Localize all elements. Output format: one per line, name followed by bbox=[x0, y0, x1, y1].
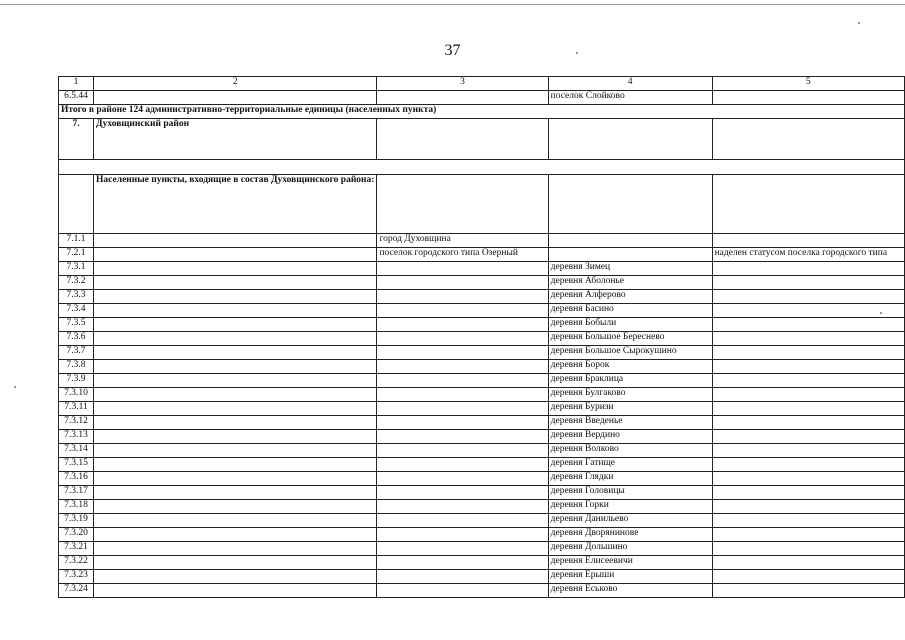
settlement-type-name bbox=[377, 388, 548, 402]
row-number: 6.5.44 bbox=[59, 91, 94, 105]
section-heading: Населенные пункты, входящие в состав Духовщинского района: bbox=[94, 175, 377, 234]
note-cell bbox=[712, 332, 904, 346]
note-cell bbox=[712, 542, 904, 556]
table-row bbox=[59, 360, 905, 374]
row-number: 7.3.5 bbox=[59, 318, 94, 332]
settlement-type-name bbox=[377, 360, 548, 374]
table-row bbox=[59, 262, 905, 276]
settlement-type-name bbox=[377, 402, 548, 416]
district-row bbox=[59, 119, 905, 160]
settlement-name: деревня Басино bbox=[548, 304, 712, 318]
cell bbox=[548, 119, 712, 160]
page-number: 37 bbox=[444, 42, 461, 59]
note-cell: наделен статусом поселка городского типа bbox=[712, 248, 904, 262]
cell bbox=[94, 430, 377, 444]
settlement-name: поселок Слойково bbox=[548, 91, 712, 105]
row-number: 7.3.1 bbox=[59, 262, 94, 276]
note-cell bbox=[712, 262, 904, 276]
cell bbox=[94, 276, 377, 290]
settlement-type-name bbox=[377, 542, 548, 556]
col-header-5: 5 bbox=[712, 77, 904, 91]
table-row bbox=[59, 402, 905, 416]
row-number: 7.2.1 bbox=[59, 248, 94, 262]
settlement-name: деревня Дольшино bbox=[548, 542, 712, 556]
note-cell bbox=[712, 276, 904, 290]
total-text: Итого в районе 124 административно-территориальные единицы (населенных пункта) bbox=[59, 105, 905, 119]
cell bbox=[94, 360, 377, 374]
district-number: 7. bbox=[59, 119, 94, 160]
cell bbox=[94, 416, 377, 430]
settlement-type-name bbox=[377, 304, 548, 318]
table-row bbox=[59, 458, 905, 472]
row-number: 7.3.2 bbox=[59, 276, 94, 290]
note-cell bbox=[712, 430, 904, 444]
note-cell bbox=[712, 500, 904, 514]
note-cell bbox=[712, 570, 904, 584]
note-cell bbox=[712, 416, 904, 430]
cell bbox=[94, 528, 377, 542]
cell bbox=[94, 388, 377, 402]
table-row bbox=[59, 430, 905, 444]
cell bbox=[94, 570, 377, 584]
settlement-type-name bbox=[377, 332, 548, 346]
settlement-name: деревня Глядки bbox=[548, 472, 712, 486]
settlement-type-name bbox=[377, 276, 548, 290]
table-row bbox=[59, 570, 905, 584]
note-cell bbox=[712, 472, 904, 486]
settlement-name: деревня Большое Сырокушино bbox=[548, 346, 712, 360]
scan-speck bbox=[14, 386, 16, 388]
row-number: 7.3.16 bbox=[59, 472, 94, 486]
settlement-type-name bbox=[377, 346, 548, 360]
settlement-name bbox=[548, 248, 712, 262]
cell bbox=[94, 332, 377, 346]
settlement-type-name bbox=[377, 486, 548, 500]
cell bbox=[94, 500, 377, 514]
settlement-type-name: поселок городского типа Озерный bbox=[377, 248, 548, 262]
cell bbox=[377, 175, 548, 234]
cell bbox=[94, 444, 377, 458]
settlement-type-name bbox=[377, 584, 548, 598]
cell bbox=[377, 119, 548, 160]
cell bbox=[712, 175, 904, 234]
table-row bbox=[59, 290, 905, 304]
settlement-name: деревня Аболонье bbox=[548, 276, 712, 290]
settlement-name: деревня Буризи bbox=[548, 402, 712, 416]
settlement-type-name bbox=[377, 500, 548, 514]
table-row bbox=[59, 318, 905, 332]
cell bbox=[94, 262, 377, 276]
row-number: 7.3.14 bbox=[59, 444, 94, 458]
cell bbox=[94, 234, 377, 248]
settlement-type-name: город Духовщина bbox=[377, 234, 548, 248]
note-cell bbox=[712, 234, 904, 248]
col-header-3: 3 bbox=[377, 77, 548, 91]
note-cell bbox=[712, 402, 904, 416]
table-row bbox=[59, 444, 905, 458]
note-cell bbox=[712, 556, 904, 570]
settlement-name: деревня Алферово bbox=[548, 290, 712, 304]
settlement-name: деревня Гатище bbox=[548, 458, 712, 472]
settlement-type-name bbox=[377, 472, 548, 486]
note-cell bbox=[712, 374, 904, 388]
table-row bbox=[59, 332, 905, 346]
total-row bbox=[59, 105, 905, 119]
table-row bbox=[59, 346, 905, 360]
cell bbox=[712, 119, 904, 160]
settlements-table bbox=[58, 76, 905, 598]
cell bbox=[94, 486, 377, 500]
settlement-name: деревня Данильево bbox=[548, 514, 712, 528]
row-number: 7.3.15 bbox=[59, 458, 94, 472]
table-row bbox=[59, 584, 905, 598]
cell bbox=[548, 175, 712, 234]
cell bbox=[94, 374, 377, 388]
settlement-name: деревня Горки bbox=[548, 500, 712, 514]
row-number: 7.3.6 bbox=[59, 332, 94, 346]
note-cell bbox=[712, 360, 904, 374]
scan-speck bbox=[576, 52, 578, 54]
table-row bbox=[59, 374, 905, 388]
section-heading-row bbox=[59, 175, 905, 234]
cell bbox=[94, 472, 377, 486]
row-number: 7.3.21 bbox=[59, 542, 94, 556]
row-number: 7.3.20 bbox=[59, 528, 94, 542]
header-row bbox=[59, 77, 905, 91]
settlement-name: деревня Волково bbox=[548, 444, 712, 458]
cell bbox=[94, 584, 377, 598]
row-number: 7.1.1 bbox=[59, 234, 94, 248]
col-header-4: 4 bbox=[548, 77, 712, 91]
note-cell bbox=[712, 458, 904, 472]
row-number: 7.3.4 bbox=[59, 304, 94, 318]
cell bbox=[94, 91, 377, 105]
row-number: 7.3.3 bbox=[59, 290, 94, 304]
note-cell bbox=[712, 528, 904, 542]
settlement-name: деревня Еськово bbox=[548, 584, 712, 598]
row-number: 7.3.7 bbox=[59, 346, 94, 360]
settlement-name: деревня Борок bbox=[548, 360, 712, 374]
note-cell bbox=[712, 346, 904, 360]
row-number: 7.3.9 bbox=[59, 374, 94, 388]
row-number: 7.3.18 bbox=[59, 500, 94, 514]
note-cell bbox=[712, 584, 904, 598]
cell bbox=[94, 248, 377, 262]
settlement-name bbox=[548, 234, 712, 248]
note-cell bbox=[712, 318, 904, 332]
row-number: 7.3.22 bbox=[59, 556, 94, 570]
settlement-name: деревня Головицы bbox=[548, 486, 712, 500]
cell bbox=[94, 290, 377, 304]
row-number: 7.3.24 bbox=[59, 584, 94, 598]
settlement-type-name bbox=[377, 514, 548, 528]
cell bbox=[94, 514, 377, 528]
cell bbox=[94, 458, 377, 472]
note-cell bbox=[712, 290, 904, 304]
settlement-name: деревня Зимец bbox=[548, 262, 712, 276]
settlement-type-name bbox=[377, 444, 548, 458]
cell bbox=[94, 346, 377, 360]
note-cell bbox=[712, 486, 904, 500]
settlement-type-name bbox=[377, 374, 548, 388]
cell bbox=[94, 556, 377, 570]
row-number: 7.3.13 bbox=[59, 430, 94, 444]
settlement-type-name bbox=[377, 528, 548, 542]
cell bbox=[94, 402, 377, 416]
table-row bbox=[59, 416, 905, 430]
note-cell bbox=[712, 444, 904, 458]
settlement-name: деревня Браклица bbox=[548, 374, 712, 388]
col-header-2: 2 bbox=[94, 77, 377, 91]
district-name: Духовщинский район bbox=[94, 119, 377, 160]
note-cell bbox=[712, 388, 904, 402]
settlement-name: деревня Большое Береснево bbox=[548, 332, 712, 346]
table-row bbox=[59, 528, 905, 542]
cell bbox=[94, 304, 377, 318]
row-number: 7.3.19 bbox=[59, 514, 94, 528]
cell bbox=[712, 91, 904, 105]
settlement-type-name bbox=[377, 318, 548, 332]
note-cell bbox=[712, 304, 904, 318]
table-row bbox=[59, 234, 905, 248]
table-row bbox=[59, 542, 905, 556]
table-row bbox=[59, 514, 905, 528]
row-number: 7.3.8 bbox=[59, 360, 94, 374]
settlement-type-name bbox=[377, 290, 548, 304]
settlement-name: деревня Ерыши bbox=[548, 570, 712, 584]
scan-speck bbox=[858, 22, 860, 24]
settlement-type-name bbox=[377, 458, 548, 472]
table-row bbox=[59, 486, 905, 500]
row-number: 7.3.11 bbox=[59, 402, 94, 416]
row-number: 7.3.12 bbox=[59, 416, 94, 430]
table-row bbox=[59, 276, 905, 290]
note-cell bbox=[712, 514, 904, 528]
spacer-row bbox=[59, 160, 905, 175]
table-row bbox=[59, 556, 905, 570]
spacer-cell bbox=[59, 160, 905, 175]
row-number: 7.3.23 bbox=[59, 570, 94, 584]
settlement-name: деревня Елисеевичи bbox=[548, 556, 712, 570]
cell bbox=[94, 318, 377, 332]
settlement-name: деревня Булгаково bbox=[548, 388, 712, 402]
settlement-type-name bbox=[377, 570, 548, 584]
table-row bbox=[59, 388, 905, 402]
col-header-1: 1 bbox=[59, 77, 94, 91]
table-row bbox=[59, 91, 905, 105]
settlement-name: деревня Вердино bbox=[548, 430, 712, 444]
settlement-type-name bbox=[377, 416, 548, 430]
settlement-name: деревня Введенье bbox=[548, 416, 712, 430]
table-body bbox=[59, 77, 905, 598]
settlement-name: деревня Дворянинове bbox=[548, 528, 712, 542]
table-row bbox=[59, 248, 905, 262]
settlement-type-name bbox=[377, 556, 548, 570]
cell bbox=[377, 91, 548, 105]
settlement-type-name bbox=[377, 262, 548, 276]
row-number: 7.3.17 bbox=[59, 486, 94, 500]
settlement-type-name bbox=[377, 430, 548, 444]
cell bbox=[94, 542, 377, 556]
cell bbox=[59, 175, 94, 234]
row-number: 7.3.10 bbox=[59, 388, 94, 402]
table-row bbox=[59, 472, 905, 486]
table-row bbox=[59, 500, 905, 514]
settlement-name: деревня Бобыли bbox=[548, 318, 712, 332]
top-rule bbox=[0, 4, 905, 5]
table-row bbox=[59, 304, 905, 318]
